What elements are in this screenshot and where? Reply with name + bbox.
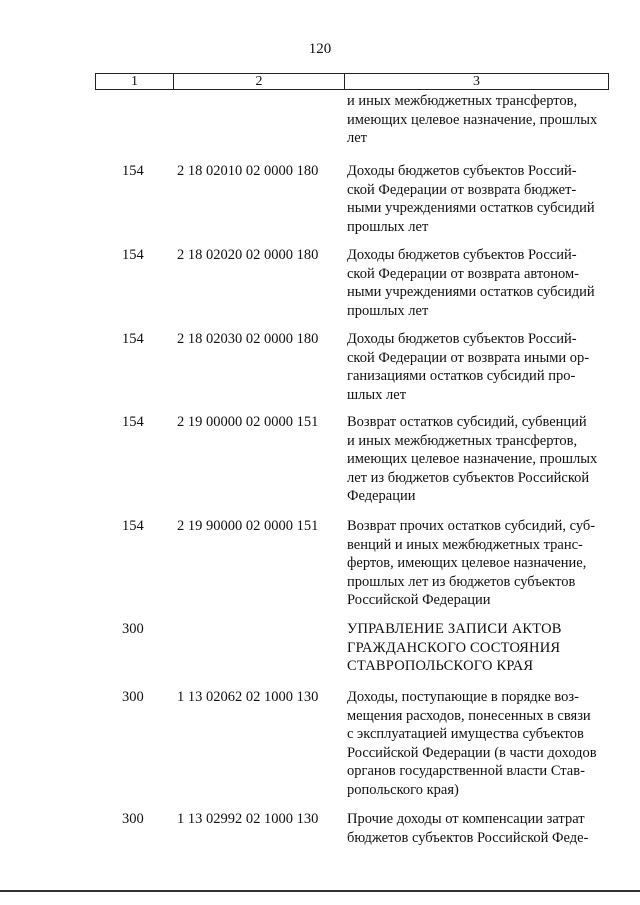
text-line: Доходы бюджетов субъектов Россий-	[347, 331, 577, 347]
text-line: бюджетов субъектов Российской Феде-	[347, 829, 589, 846]
text-line: лет	[347, 130, 368, 146]
chapter-code: 154	[122, 414, 144, 430]
header-col-2: 2	[174, 74, 345, 89]
page-number: 120	[308, 41, 332, 57]
text-line: ганизациями остатков субсидий про-	[347, 368, 576, 384]
text-line: ропольского края)	[347, 781, 459, 798]
text-line: Российской Федерации	[347, 592, 491, 608]
income-description	[347, 330, 609, 404]
income-code: 2 18 02030 02 0000 180	[177, 331, 319, 347]
chapter-code: 300	[122, 811, 144, 827]
income-code: 2 19 00000 02 0000 151	[177, 414, 319, 430]
header-col-1: 1	[96, 74, 174, 89]
text-line: органов государственной власти Став-	[347, 763, 585, 779]
chapter-code: 154	[122, 163, 144, 179]
text-line: лет из бюджетов субъектов Российской	[347, 469, 590, 486]
text-line: УПРАВЛЕНИЕ ЗАПИСИ АКТОВ	[347, 621, 562, 637]
text-line: Федерации	[347, 488, 416, 504]
text-line: ской Федерации от возврата иными ор-	[347, 349, 590, 366]
chapter-code: 154	[122, 518, 144, 534]
text-line: Возврат остатков субсидий, субвенций	[347, 414, 587, 430]
text-line: Доходы бюджетов субъектов Россий-	[347, 163, 577, 179]
text-line: Российской Федерации (в части доходов	[347, 744, 597, 761]
text-line: мещения расходов, понесенных в связи	[347, 707, 591, 724]
income-description	[347, 517, 609, 610]
income-code: 2 18 02010 02 0000 180	[177, 163, 319, 179]
text-line: шлых лет	[347, 386, 407, 403]
text-line: ской Федерации от возврата бюджет-	[347, 181, 577, 198]
text-line: и иных межбюджетных трансфертов,	[347, 432, 578, 449]
department-heading	[347, 620, 609, 676]
income-code: 2 19 90000 02 0000 151	[177, 518, 319, 534]
chapter-code: 154	[122, 331, 144, 347]
header-col-3: 3	[473, 73, 480, 89]
text-line: имеющих целевое назначение, прошлых	[347, 111, 598, 128]
income-description	[347, 810, 609, 847]
text-line: ской Федерации от возврата автоном-	[347, 265, 580, 282]
text-line: Доходы бюджетов субъектов Россий-	[347, 247, 577, 263]
text-line: венций и иных межбюджетных транс-	[347, 536, 583, 553]
income-description	[347, 688, 609, 799]
income-description	[347, 162, 609, 236]
text-line: Возврат прочих остатков субсидий, суб-	[347, 518, 596, 534]
text-line: прошлых лет	[347, 302, 429, 319]
text-line: имеющих целевое назначение, прошлых	[347, 451, 598, 467]
continuation-text	[347, 92, 609, 148]
text-line: фертов, имеющих целевое назначение,	[347, 555, 587, 571]
text-line: ными учреждениями остатков субсидий	[347, 200, 595, 216]
text-line: с эксплуатацией имущества субъектов	[347, 726, 584, 742]
text-line: прошлых лет	[347, 218, 429, 235]
text-line: ГРАЖДАНСКОГО СОСТОЯНИЯ	[347, 639, 561, 656]
table-header	[95, 73, 609, 90]
text-line: СТАВРОПОЛЬСКОГО КРАЯ	[347, 658, 534, 674]
text-line: Доходы, поступающие в порядке воз-	[347, 689, 579, 705]
income-description	[347, 246, 609, 320]
text-line: и иных межбюджетных трансфертов,	[347, 93, 578, 109]
text-line: Прочие доходы от компенсации затрат	[347, 811, 585, 827]
chapter-code: 154	[122, 247, 144, 263]
income-description	[347, 413, 609, 506]
bottom-divider	[0, 890, 640, 892]
chapter-code: 300	[122, 689, 144, 705]
text-line: прошлых лет из бюджетов субъектов	[347, 573, 576, 590]
income-code: 2 18 02020 02 0000 180	[177, 247, 319, 263]
income-code: 1 13 02062 02 1000 130	[177, 689, 319, 705]
income-code: 1 13 02992 02 1000 130	[177, 811, 319, 827]
chapter-code: 300	[122, 621, 144, 637]
text-line: ными учреждениями остатков субсидий	[347, 284, 595, 300]
